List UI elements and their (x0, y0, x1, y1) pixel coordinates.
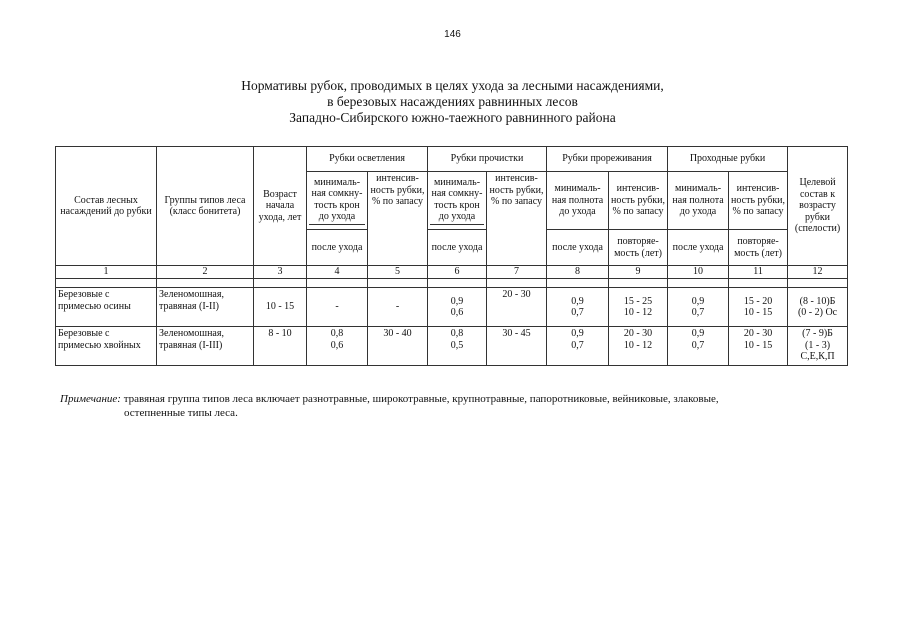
cell-target: (8 - 10)Б (0 - 2) Ос (788, 288, 848, 327)
header-thin-repeat: повторяе-мость (лет) (609, 230, 668, 266)
footnote-line-1 (60, 392, 850, 406)
column-number: 5 (368, 266, 428, 279)
cell-thin-density: 0,9 0,7 (547, 327, 609, 366)
column-number: 8 (547, 266, 609, 279)
column-number: 12 (788, 266, 848, 279)
column-number: 1 (56, 266, 157, 279)
header-thin-min-density: минималь-ная полнота до ухода (547, 172, 609, 230)
column-number: 3 (254, 266, 307, 279)
cell-pass-density: 0,9 0,7 (668, 288, 729, 327)
cell-pass-density: 0,9 0,7 (668, 327, 729, 366)
header-age-start: Возраст начала ухода, лет (254, 147, 307, 266)
cell-thin-intensity: 15 - 25 10 - 12 (609, 288, 668, 327)
header-forest-types: Группы типов леса (класс бонитета) (157, 147, 254, 266)
table-row (56, 288, 848, 327)
column-number: 4 (307, 266, 368, 279)
cell-target: (7 - 9)Б (1 - 3) С,Е,К,П (788, 327, 848, 366)
header-clar-min-closure: минималь-ная сомкну-тость крон до ухода (307, 172, 368, 230)
header-composition: Состав лесных насаждений до рубки (56, 147, 157, 266)
column-number-row (56, 266, 848, 279)
header-thin-intensity: интенсив-ность рубки, % по запасу (609, 172, 668, 230)
header-clean-after: после ухода (428, 230, 487, 266)
header-thin-after: после ухода (547, 230, 609, 266)
column-number: 6 (428, 266, 487, 279)
cell-composition: Березовые с примесью хвойных (56, 327, 157, 366)
column-number: 2 (157, 266, 254, 279)
table-row (56, 327, 848, 366)
column-number: 10 (668, 266, 729, 279)
footnote-label: Примечание: (60, 393, 121, 405)
cell-pass-intensity: 20 - 30 10 - 15 (729, 327, 788, 366)
header-clar-intensity: интенсив-ность рубки, % по запасу (368, 172, 428, 266)
header-row-groups (56, 147, 848, 172)
cell-clean-intensity: 30 - 45 (487, 327, 547, 366)
header-pass-repeat: повторяе-мость (лет) (729, 230, 788, 266)
cell-clar-intensity: - (368, 288, 428, 327)
cell-clean-closure: 0,8 0,5 (428, 327, 487, 366)
column-number: 7 (487, 266, 547, 279)
cell-clar-closure: 0,8 0,6 (307, 327, 368, 366)
header-pass-after: после ухода (668, 230, 729, 266)
document-title (0, 78, 905, 126)
footnote-line-2: остепненные типы леса. (124, 407, 238, 419)
column-number: 9 (609, 266, 668, 279)
footnote-text: травяная группа типов леса включает разнотравные, широкотравные, крупнотравные, папоротниковые, вейниковые, злаковые, (123, 393, 719, 405)
norms-table (55, 146, 848, 366)
header-group-cleaning: Рубки прочистки (428, 147, 547, 172)
cell-thin-density: 0,9 0,7 (547, 288, 609, 327)
title-line-3: Западно-Сибирского южно-таежного равнинного района (289, 110, 616, 125)
cell-clar-intensity: 30 - 40 (368, 327, 428, 366)
header-target-composition: Целевой состав к возрасту рубки (спелости) (788, 147, 848, 266)
spacer-row (56, 279, 848, 288)
cell-clar-closure: - (307, 288, 368, 327)
header-group-thinning: Рубки прореживания (547, 147, 668, 172)
header-clar-after: после ухода (307, 230, 368, 266)
header-pass-min-density: минималь-ная полнота до ухода (668, 172, 729, 230)
header-group-passage: Проходные рубки (668, 147, 788, 172)
page-number: 146 (444, 29, 461, 40)
cell-thin-intensity: 20 - 30 10 - 12 (609, 327, 668, 366)
footnote (60, 392, 850, 420)
cell-age: 10 - 15 (254, 288, 307, 327)
cell-age: 8 - 10 (254, 327, 307, 366)
header-clean-intensity: интенсив-ность рубки, % по запасу (487, 172, 547, 266)
cell-clean-intensity: 20 - 30 (487, 288, 547, 327)
column-number: 11 (729, 266, 788, 279)
cell-clean-closure: 0,9 0,6 (428, 288, 487, 327)
cell-composition: Березовые с примесью осины (56, 288, 157, 327)
header-pass-intensity: интенсив-ность рубки, % по запасу (729, 172, 788, 230)
title-line-2: в березовых насаждениях равнинных лесов (327, 94, 578, 109)
cell-forest-type: Зеленомошная, травяная (I-II) (157, 288, 254, 327)
header-group-clarification: Рубки осветления (307, 147, 428, 172)
header-clean-min-closure: минималь-ная сомкну-тость крон до ухода (428, 172, 487, 230)
cell-forest-type: Зеленомошная, травяная (I-III) (157, 327, 254, 366)
cell-pass-intensity: 15 - 20 10 - 15 (729, 288, 788, 327)
title-line-1: Нормативы рубок, проводимых в целях ухода за лесными насаждениями, (241, 78, 664, 93)
